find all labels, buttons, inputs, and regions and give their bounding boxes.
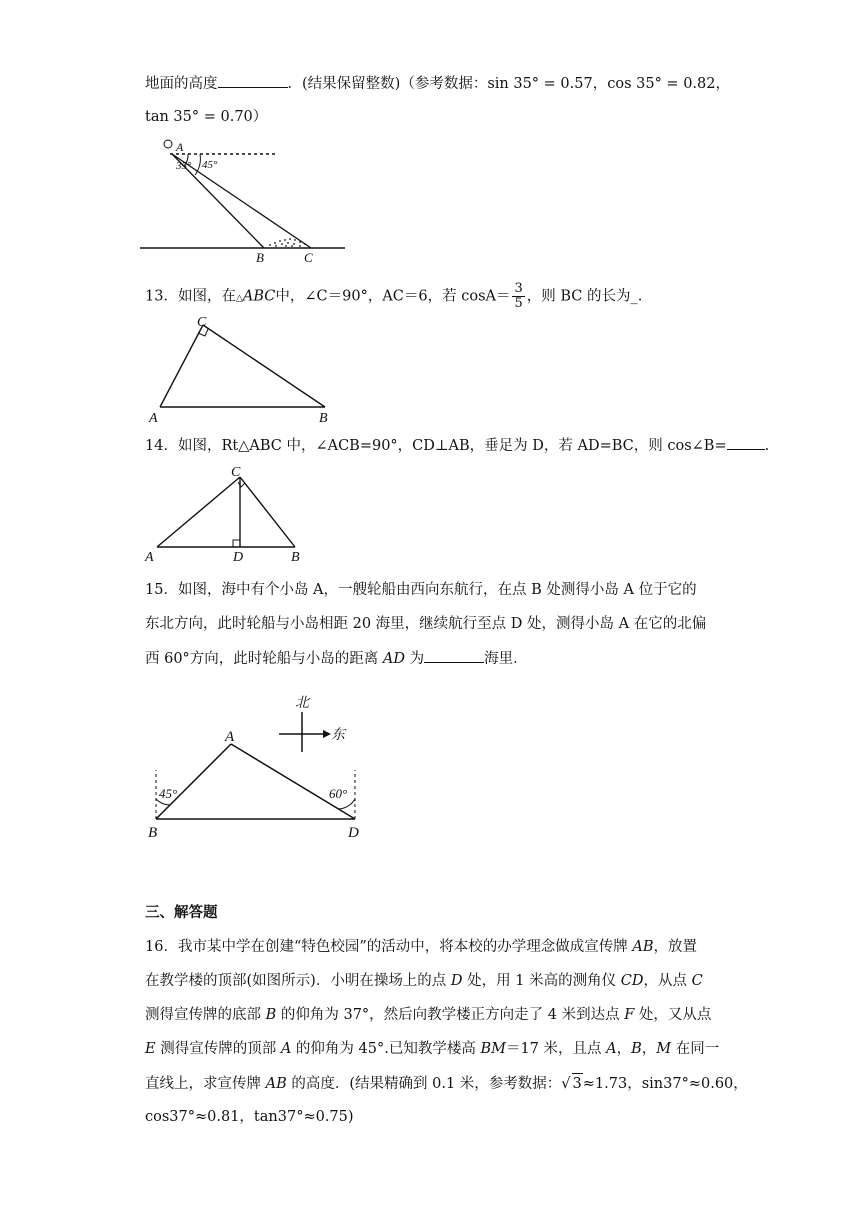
q16-l5c: 的高度．(结果精确到 0.1 米，参考数据： (286, 1076, 562, 1092)
q16-l2d: CD (620, 973, 644, 989)
q16-l3a: 测得宣传牌的底部 (145, 1007, 266, 1023)
q16-l5a: 直线上，求宣传牌 (145, 1076, 266, 1092)
q12-label-35: 35° (176, 160, 192, 172)
q14-label-d: D (233, 550, 244, 565)
q16-l4h: ， (616, 1041, 632, 1057)
q14-text: 14．如图，Rt△ABC 中，∠ACB=90°，CD⊥AB，垂足为 D，若 AD=BC，则 cos∠B= (145, 438, 727, 454)
q15-text-c: 海里． (484, 651, 528, 667)
q13-frac-num: 3 (514, 281, 523, 296)
q16-l1b: AB (632, 939, 654, 955)
q15-line2: 东北方向，此时轮船与小岛相距 20 海里，继续航行至点 D 处，测得小岛 A 在它的北偏 (145, 616, 707, 632)
q16-l5f: ≈1.73，sin37°≈0.60， (582, 1076, 748, 1092)
q16-l4a: E (145, 1041, 156, 1057)
q12-close: ） (252, 109, 268, 125)
q14-answer-blank[interactable] (727, 435, 765, 450)
q16-l1c: ，放置 (653, 939, 698, 955)
q16-l4i: B (631, 1041, 642, 1057)
q16-line1 (145, 937, 697, 957)
q13-label-b: B (319, 411, 328, 426)
q15-label-d: D (348, 825, 359, 841)
q12-line2 (145, 107, 267, 127)
q16-line2 (145, 971, 703, 991)
q15-answer-blank[interactable] (424, 648, 484, 663)
q16-l3d: F (624, 1007, 635, 1023)
q16-l2f: C (691, 973, 703, 989)
q16-l2b: D (450, 973, 463, 989)
q15-east-label: 东 (331, 728, 345, 743)
q13-fraction (512, 282, 524, 311)
q16-l4d: 的仰角为 45°.已知教学楼高 (291, 1041, 481, 1057)
q12-text-b: ．(结果保留整数)（参考数据： (287, 76, 488, 92)
q12-tan: tan 35° = 0.70 (145, 109, 253, 125)
q12-label-a: A (176, 140, 184, 154)
q13-text-b: 中，∠C＝90°，AC＝6，若 cosA＝ (275, 288, 511, 305)
q14-label-c: C (231, 465, 241, 480)
q16-l4k: M (656, 1041, 672, 1057)
q13-text-c: ，则 BC 的长为_. (526, 288, 643, 305)
q14-line (145, 435, 769, 456)
q16-l3b: B (265, 1007, 277, 1023)
q15-line1: 15．如图，海中有个小岛 A，一艘轮船由西向东航行，在点 B 处测得小岛 A 位于它的 (145, 582, 697, 598)
q12-label-c: C (304, 250, 313, 265)
q13-line (145, 282, 642, 311)
q15-ad: AD (382, 651, 406, 667)
q16-l4f: ＝17 米，且点 (505, 1041, 607, 1057)
q15-label-b: B (148, 825, 158, 841)
q12-answer-blank[interactable] (218, 73, 288, 88)
q15-label-60: 60° (329, 786, 348, 801)
q16-l3e: 处，又从点 (634, 1007, 712, 1023)
q12-label-b: B (256, 250, 264, 265)
q16-l4b: 测得宣传牌的顶部 (155, 1041, 281, 1057)
q16-l2a: 在教学楼的顶部(如图所示)．小明在操场上的点 (145, 973, 451, 989)
q12-line1 (145, 73, 730, 94)
q13-label-a: A (149, 411, 158, 426)
q12-sin: sin 35° = 0.57 (487, 76, 593, 92)
q16-l4j: ， (641, 1041, 657, 1057)
q15-figure (145, 688, 385, 843)
q15-label-45: 45° (159, 786, 178, 801)
q16-line6: cos37°≈0.81，tan37°≈0.75) (145, 1109, 354, 1125)
q13-abc: ABC (242, 288, 276, 305)
q12-sep2: ， (715, 76, 730, 92)
q16-l2c: 处，用 1 米高的测角仪 (462, 973, 621, 989)
q14-tail: . (764, 438, 770, 454)
q16-sqrt-radicand: 3 (572, 1073, 583, 1094)
q12-sep1: ， (592, 76, 608, 92)
q14-label-b: B (291, 550, 300, 565)
q16-line4 (145, 1039, 719, 1059)
q13-figure (145, 315, 345, 425)
q12-text-a: 地面的高度 (145, 76, 218, 92)
section-heading: 三、解答题 (145, 905, 218, 921)
q13-triangle-symbol: △ (235, 293, 243, 304)
q15-line3 (145, 648, 528, 669)
q16-l5b: AB (265, 1076, 287, 1092)
q16-line5 (145, 1073, 748, 1094)
q15-text-b: 为 (405, 651, 425, 667)
q12-cos: cos 35° = 0.82 (607, 76, 716, 92)
q13-text-a: 13．如图，在 (145, 288, 236, 305)
q16-l4g: A (606, 1041, 617, 1057)
q16-l4c: A (280, 1041, 292, 1057)
q16-l4l: 在同一 (671, 1041, 720, 1057)
q13-label-c: C (197, 315, 207, 330)
q15-north-label: 北 (295, 696, 309, 711)
q16-sqrt-symbol: √ (561, 1076, 571, 1092)
q16-line3 (145, 1005, 711, 1025)
q12-figure (140, 135, 350, 265)
q16-l4e: BM (480, 1041, 506, 1057)
q16-l2e: ，从点 (643, 973, 692, 989)
q15-label-a: A (225, 729, 235, 745)
q16-l3c: 的仰角为 37°，然后向教学楼正方向走了 4 米到达点 (276, 1007, 625, 1023)
q15-text-a: 西 60°方向，此时轮船与小岛的距离 (145, 651, 383, 667)
q13-frac-den: 5 (514, 296, 523, 311)
q16-l1a: 16．我市某中学在创建“特色校园”的活动中，将本校的办学理念做成宣传牌 (145, 939, 633, 955)
q14-figure (145, 463, 315, 563)
q14-label-a: A (145, 550, 154, 565)
q12-label-45: 45° (202, 159, 218, 171)
